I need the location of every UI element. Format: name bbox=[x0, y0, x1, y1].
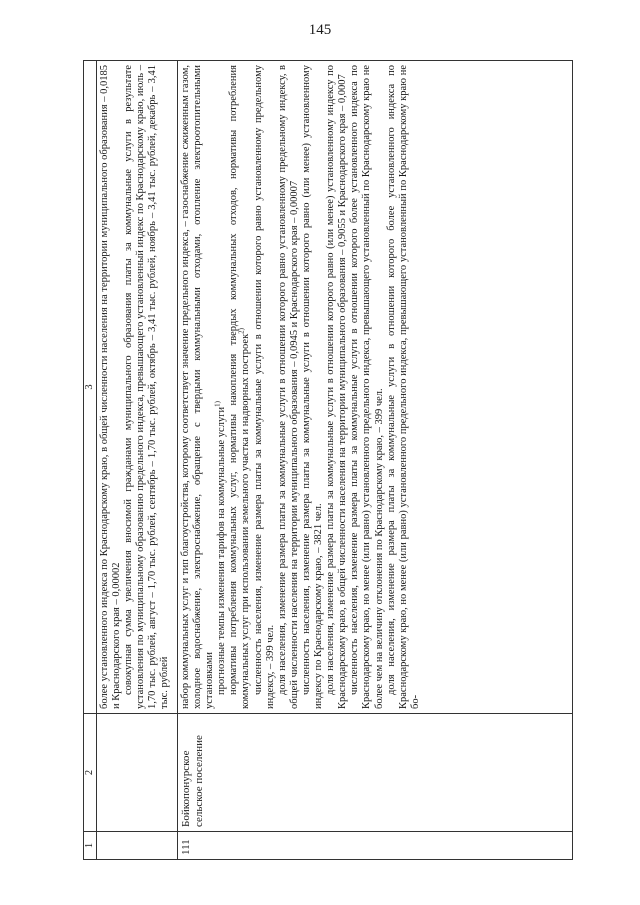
page-number: 145 bbox=[308, 22, 332, 38]
column-header-2: 2 bbox=[84, 714, 97, 832]
municipality-name-cell: Бойкопонурское сельское поселение bbox=[178, 714, 573, 832]
description-paragraph: доля населения, изменение размера платы за коммунальные услуги в отношении которого равно (или менее) установленному индексу по Краснодарскому краю, в общей численности населения на территории муниципального образования – 0,9055 и Краснодарского края – 0,0007 bbox=[325, 65, 349, 709]
paragraph-text: прогнозные темпы изменения тарифов на коммунальные услуги bbox=[216, 406, 228, 695]
description-paragraph: доля населения, изменение размера платы за коммунальные услуги в отношении которого более установленного индекса по Краснодарскому краю, но менее (или равно) установленного предельного индекса, превышающего установленный по Краснодарскому краю не бо- bbox=[385, 65, 421, 709]
description-paragraph bbox=[228, 65, 252, 709]
description-paragraph: совокупная сумма увеличения вносимой гражданами муниципального образования платы за коммунальные услуги в результате установления по муниципальному образованию предельного индекса, превышающего установленный индекс по Краснодарскому краю, июль – 1,70 тыс. рублей, август – 1,70 тыс. рублей, сентябрь – 1,70 тыс. рублей, октябрь – 3,41 тыс. рублей, ноябрь – 3,41 тыс. рублей, декабрь – 3,41 тыс. рублей bbox=[123, 65, 171, 709]
rotated-page-content bbox=[83, 60, 573, 860]
table-row-continuation bbox=[97, 61, 178, 860]
data-table bbox=[83, 60, 573, 860]
description-cell bbox=[97, 61, 178, 714]
description-paragraph: численность населения, изменение размера платы за коммунальные услуги в отношении которого равно (или менее) установленному индексу по Краснодарскому краю, – 3821 чел. bbox=[300, 65, 325, 709]
row-number-cell bbox=[97, 832, 178, 860]
column-header-1: 1 bbox=[84, 832, 97, 860]
municipality-name-cell bbox=[97, 714, 178, 832]
footnote-mark: 1) bbox=[213, 401, 222, 407]
description-cell bbox=[178, 61, 573, 714]
table-header-row bbox=[84, 61, 97, 860]
description-paragraph: численность населения, изменение размера платы за коммунальные услуги в отношении которого более установленного индекса по Краснодарскому краю, но менее (или равно) установленного предельного индекса, превышающего установленный по Краснодарскому краю не более чем на величину отклонения по Краснодарскому краю, – 399 чел. bbox=[349, 65, 385, 709]
description-paragraph: численность населения, изменение размера платы за коммунальные услуги в отношении которого равно установленному предельному индексу, – 399 чел. bbox=[252, 65, 276, 709]
column-header-3: 3 bbox=[84, 61, 97, 714]
table-row-111 bbox=[178, 61, 573, 860]
footnote-mark: 2) bbox=[237, 327, 246, 334]
paragraph-text: нормативы потребления коммунальных услуг, нормативы накопления твердых коммунальных отходов, нормативы потребления коммунальных услуг при использовании земельного участка и надворных построек bbox=[228, 65, 252, 709]
description-paragraph bbox=[213, 65, 228, 709]
description-paragraph: более установленного индекса по Краснодарскому краю, в общей численности населения на территории муниципального образования – 0,0185 и Краснодарского края – 0,00002 bbox=[99, 65, 123, 709]
description-paragraph: доля населения, изменение размера платы за коммунальные услуги в отношении которого равно установленному предельному индексу, в общей численности населения на территории муниципального образования – 0,0945 и Краснодарского края – 0,00007 bbox=[276, 65, 300, 709]
description-paragraph: набор коммунальных услуг и тип благоустройства, которому соответствует значение предельного индекса, – газоснабжение сжиженным газом, холодное водоснабжение, электроснабжение, обращение с твердыми коммунальными отходами, отопление электроотопительными установками bbox=[180, 65, 216, 709]
row-number-cell: 111 bbox=[178, 832, 573, 860]
